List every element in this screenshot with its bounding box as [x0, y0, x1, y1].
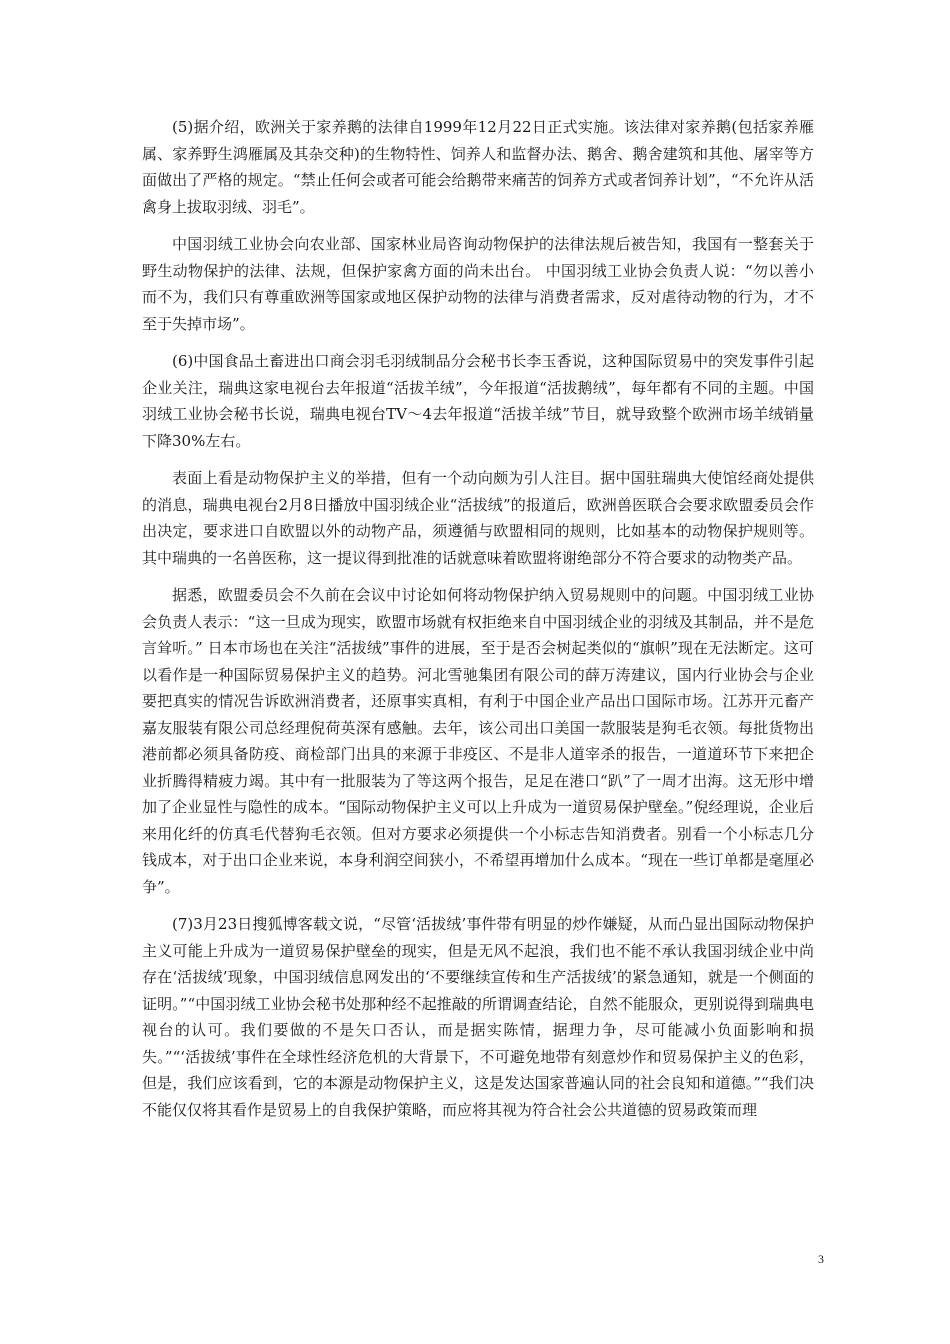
paragraph-5-goose-law: (5)据介绍，欧洲关于家养鹅的法律自1999年12月22日正式实施。该法律对家养鹅(包括家养雁属、家养野生鸿雁属及其杂交种)的生物特性、饲养人和监督办法、鹅舍、鹅舍建筑和其他、屠宰等方面做出了严格的规定。“禁止任何会或者可能会给鹅带来痛苦的饲养方式或者饲养计划”，“不允许从活禽身上拔取羽绒、羽毛”。	[142, 118, 814, 216]
article-body	[142, 114, 814, 1134]
paragraph-6-trade-incident: (6)中国食品土畜进出口商会羽毛羽绒制品分会秘书长李玉香说，这种国际贸易中的突发事件引起企业关注，瑞典这家电视台去年报道“活拔羊绒”，今年报道“活拔鹅绒”，每年都有不同的主题。中国羽绒工业协会秘书长说，瑞典电视台TV～4去年报道“活拔羊绒”节目，就导致整个欧洲市场羊绒销量下降30%左右。	[142, 352, 814, 450]
paragraph-7-sohu-blog: (7)3月23日搜狐博客载文说，“尽管‘活拔绒’事件带有明显的炒作嫌疑，从而凸显出国际动物保护主义可能上升成为一道贸易保护壁垒的现实，但是无风不起浪，我们也不能不承认我国羽绒企业中尚存在‘活拔绒’现象，中国羽绒信息网发出的‘不要继续宣传和生产活拔绒’的紧急通知，就是一个侧面的证明。”“中国羽绒工业协会秘书处那种经不起推敲的所谓调查结论，自然不能服众，更别说得到瑞典电视台的认可。我们要做的不是矢口否认，而是据实陈情，据理力争，尽可能减小负面影响和损失。”“‘活拔绒’事件在全球性经济危机的大背景下，不可避免地带有刻意炒作和贸易保护主义的色彩，但是，我们应该看到，它的本源是动物保护主义，这是发达国家普遍认同的社会良知和道德。”“我们决不能仅仅将其看作是贸易上的自我保护策略，而应将其视为符合社会公共道德的贸易政策而理	[142, 915, 814, 1119]
paragraph-down-industry-association: 中国羽绒工业协会向农业部、国家林业局咨询动物保护的法律法规后被告知，我国有一整套关于野生动物保护的法律、法规，但保护家禽方面的尚未出台。 中国羽绒工业协会负责人说：“勿以善小而不为，我们只有尊重欧洲等国家或地区保护动物的法律与消费者需求，反对虐待动物的行为，才不至于失掉市场”。	[142, 235, 814, 333]
page-number: 3	[818, 1252, 824, 1266]
paragraph-eu-trade-rules: 据悉，欧盟委员会不久前在会议中讨论如何将动物保护纳入贸易规则中的问题。中国羽绒工业协会负责人表示：“这一旦成为现实，欧盟市场就有权拒绝来自中国羽绒企业的羽绒及其制品，并不是危言耸听。” 日本市场也在关注“活拔绒”事件的进展，至于是否会树起类似的“旗帜”现在无法断定。这可以看作是一种国际贸易保护主义的趋势。河北雪驰集团有限公司的薛万涛建议，国内行业协会与企业要把真实的情况告诉欧洲消费者，还原事实真相，有利于中国企业产品出口国际市场。江苏开元畜产嘉友服装有限公司总经理倪荷英深有感触。去年，该公司出口美国一款服装是狗毛衣领。每批货物出港前都必须具备防疫、商检部门出具的来源于非疫区、不是非人道宰杀的报告，一道道环节下来把企业折腾得精疲力竭。其中有一批服装为了等这两个报告，足足在港口“趴”了一周才出海。这无形中增加了企业显性与隐性的成本。“国际动物保护主义可以上升成为一道贸易保护壁垒。”倪经理说，企业后来用化纤的仿真毛代替狗毛衣领。但对方要求必须提供一个小标志告知消费者。别看一个小标志几分钱成本，对于出口企业来说，本身利润空间狭小，不希望再增加什么成本。“现在一些订单都是毫厘必争”。	[142, 586, 814, 896]
paragraph-animal-protection-trend: 表面上看是动物保护主义的举措，但有一个动向颇为引人注目。据中国驻瑞典大使馆经商处提供的消息，瑞典电视台2月8日播放中国羽绒企业“活拔绒”的报道后，欧洲兽医联合会要求欧盟委员会作出决定，要求进口自欧盟以外的动物产品，须遵循与欧盟相同的规则，比如基本的动物保护规则等。其中瑞典的一名兽医称，这一提议得到批准的话就意味着欧盟将谢绝部分不符合要求的动物类产品。	[142, 469, 814, 567]
